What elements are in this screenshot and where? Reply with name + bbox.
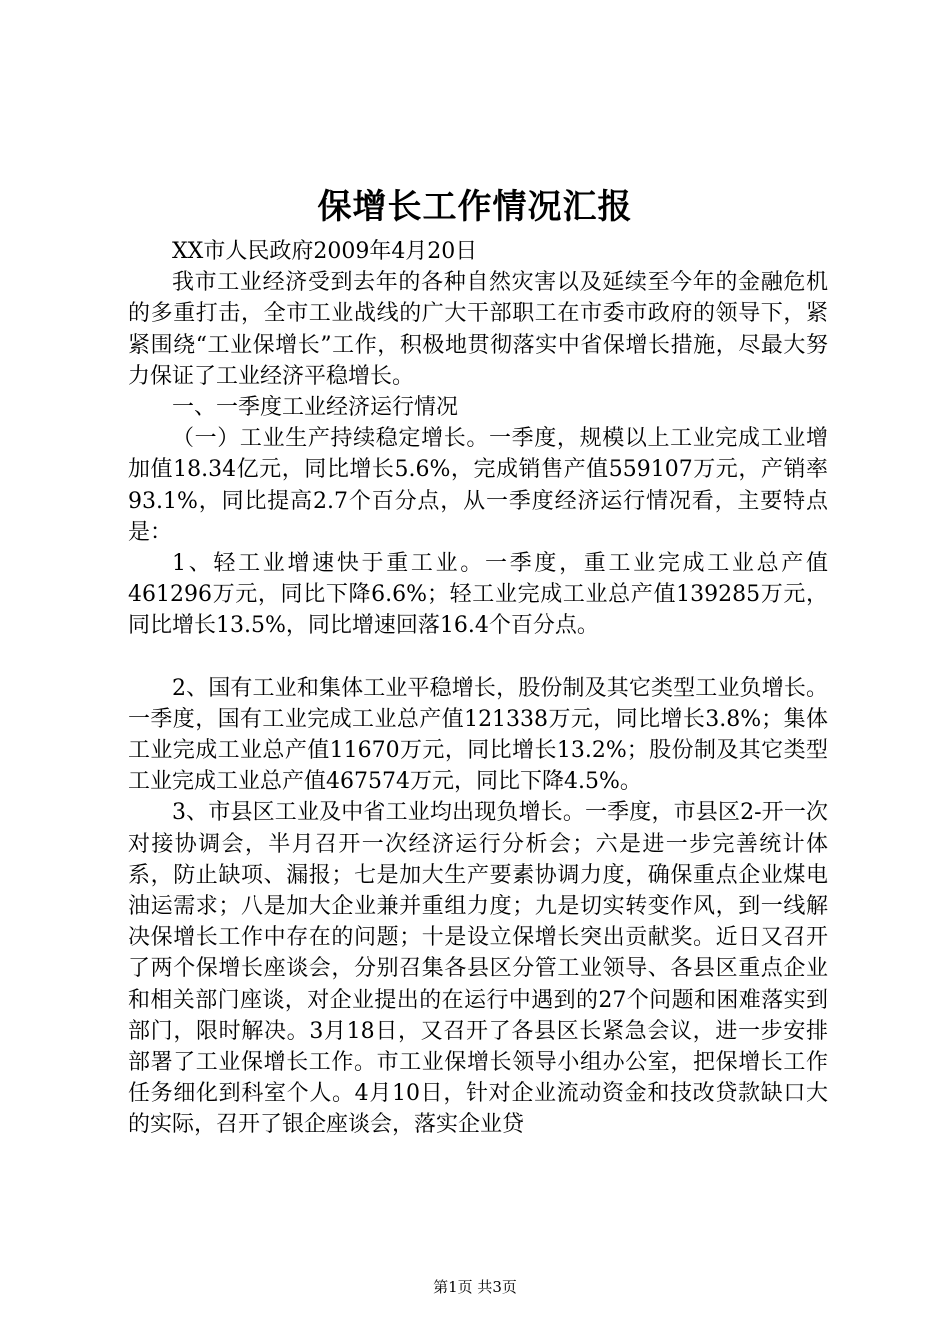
intro-paragraph: 我市工业经济受到去年的各种自然灾害以及延续至今年的金融危机的多重打击，全市工业战线的广大干部职工在市委市政府的领导下，紧紧围绕“工业保增长”工作，积极地贯彻落实中省保增长措施，尽最大努力保证了工业经济平稳增长。 [128,270,828,389]
date-line: XX市人民政府2009年4月20日 [172,239,478,264]
page-number-footer: 第1页 共3页 [433,1278,517,1296]
section-heading: 一、一季度工业经济运行情况 [172,395,459,421]
subsection-paragraph: （一）工业生产持续稳定增长。一季度，规模以上工业完成工业增加值18.34亿元，同比增长5.6%，完成销售产值559107万元，产销率93.1%，同比提高2.7个百分点，从一季度经济运行情况看，主要特点是： [128,426,828,545]
document-title: 保增长工作情况汇报 [317,187,633,227]
document-body [128,236,828,1141]
point-1-paragraph: 1、轻工业增速快于重工业。一季度，重工业完成工业总产值461296万元，同比下降6.6%；轻工业完成工业总产值139285万元，同比增长13.5%，同比增速回落16.4个百分点。 [128,551,828,639]
point-3-paragraph: 3、市县区工业及中省工业均出现负增长。一季度，市县区2-开一次对接协调会，半月召开一次经济运行分析会；六是进一步完善统计体系，防止缺项、漏报；七是加大生产要素协调力度，确保重点企业煤电油运需求；八是加大企业兼并重组力度；九是切实转变作风，到一线解决保增长工作中存在的问题；十是设立保增长突出贡献奖。近日又召开了两个保增长座谈会，分别召集各县区分管工业领导、各县区重点企业和相关部门座谈，对企业提出的在运行中遇到的27个问题和困难落实到部门，限时解决。3月18日，又召开了各县区长紧急会议，进一步安排部署了工业保增长工作。市工业保增长领导小组办公室，把保增长工作任务细化到科室个人。4月10日，针对企业流动资金和技改贷款缺口大的实际，召开了银企座谈会，落实企业贷 [128,800,828,1138]
point-2-paragraph: 2、国有工业和集体工业平稳增长，股份制及其它类型工业负增长。一季度，国有工业完成工业总产值121338万元，同比增长3.8%；集体工业完成工业总产值11670万元，同比增长13.2%；股份制及其它类型工业完成工业总产值467574万元，同比下降4.5%。 [128,675,828,795]
